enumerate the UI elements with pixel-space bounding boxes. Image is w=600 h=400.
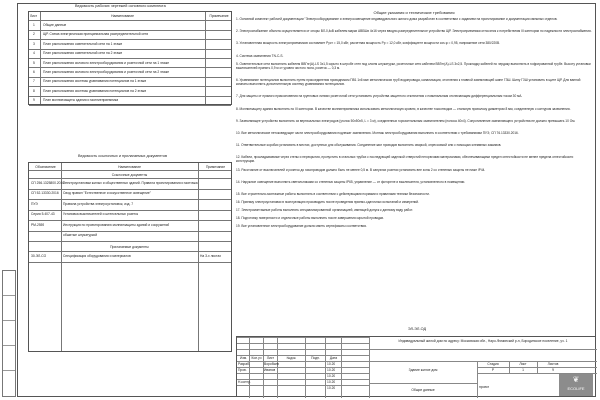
table-row <box>29 232 231 243</box>
table-row <box>29 68 231 77</box>
doc-code: Серия 5.407-43 <box>31 212 55 216</box>
stage-header: Стадия <box>487 362 499 366</box>
table-row <box>29 179 231 190</box>
table-row <box>29 252 231 263</box>
role-label: Н.контр. <box>238 380 251 384</box>
ref-docs-table <box>28 162 232 352</box>
doc-code: СП 256.1325800.2016 <box>31 180 65 185</box>
stage-value: Р <box>491 368 495 372</box>
note-paragraph: 1. Основной комплект рабочей документации "Электрооборудование и электроосвещение индивидуального жилого дома разработан в соответствии с заданием на проектирование и документации смежных отделов. <box>236 17 558 21</box>
sheet-list-table <box>28 11 232 105</box>
header-cell: Лист <box>266 356 275 360</box>
title-block <box>236 327 596 397</box>
col-header-note: Примечание <box>209 13 229 18</box>
note-paragraph: 13. Расстояние от выключателей и розеток до газопроводов должно быть не менее 0,5 м. В санузлах розетки установить вне зоны 2 со степенью защиты не ниже IP44. <box>236 167 486 172</box>
sheet-num: 8 <box>33 88 35 93</box>
sheets-value: 9 <box>552 368 554 372</box>
sheet-num: 2 <box>33 32 35 37</box>
col-header-code: Обозначение <box>35 164 56 169</box>
person-name: Воробьев <box>264 362 279 366</box>
note-paragraph: 17. Электромонтажные работы выполнять специализированной организацией, имеющей допуск к данному виду работ. <box>236 208 413 213</box>
section-title: Ссылочные документы <box>111 172 148 177</box>
table-row <box>29 211 231 222</box>
note-paragraph: 7. Для защиты от прямого прикосновения на групповых линиях розеточной сети установить устройства защитного отключения с номинальным отключающим дифференциальным током 30 мА. <box>236 94 523 99</box>
note-paragraph: 4. Система заземления TN-C-S. <box>236 53 284 58</box>
sheet-num: 6 <box>33 69 35 74</box>
doc-name: Правила устройства электроустановок, изд. 7 <box>63 201 134 206</box>
table-row <box>29 200 231 211</box>
table-row <box>29 190 231 201</box>
sheet-value: 1 <box>522 368 524 372</box>
doc-note: На 3-х листах <box>200 253 221 258</box>
sheet-list-title: Ведомость рабочих чертежей основного комплекта <box>75 4 166 8</box>
building-title: Здание жилое дом <box>408 368 438 372</box>
logo-caption: проект <box>479 385 490 389</box>
header-cell: Подп. <box>311 356 320 360</box>
sheet-num: 3 <box>33 41 35 46</box>
col-header-note: Примечание <box>205 164 226 169</box>
col-header-sheet: Лист <box>30 13 38 18</box>
sheet-num: 9 <box>33 98 35 103</box>
note-paragraph: 8. Молниезащиту здания выполнить по III категории. В качестве молниеприемника использовать металлическую кровлю, в качестве токоотводов — стальную проволоку диаметром 8 мм, соединенную с контуром заземления. <box>236 106 571 111</box>
note-paragraph: 5. Осветительные сети выполнить кабелем ВВГнг(А)-LS 3х1,5 скрыто в штробе стен под слоем штукатурки, розеточные сети кабелем ВВГнг(А)-LS 3х2,5. Прокладку кабелей по чердаку выполнить в гофрированной трубе. Высоту установки выключателей принять 0,9 м от уровня чистого пола, розеток — 0,3 м. <box>236 61 591 70</box>
general-notes <box>236 10 592 337</box>
sheet-name: План расположения силового электрооборудования и розеточной сети на 1 этаже <box>43 60 170 65</box>
doc-name: Электроустановки жилых и общественных зданий. Правила проектирования и монтажа <box>63 180 198 185</box>
col-header-name: Наименование <box>118 164 141 169</box>
sign-date: 10.20 <box>327 386 336 390</box>
note-paragraph: 3. Установленная мощность электроприемников составляет Руст = 15,0 кВт, расчетная мощность Рр = 12,0 кВт, коэффициент мощности cos φ = 0,95, напряжение сети 380/220В. <box>236 41 501 46</box>
sheets-header: Листов <box>547 362 559 366</box>
note-paragraph: 15. Все строительно-монтажные работы выполнять в соответствии с действующими нормами и правилами техники безопасности. <box>236 191 430 196</box>
object-name: Индивидуальный жилой дом по адресу: Московская обл., Наро-Фоминский р-н, Бородинское поселение, уч. 1 <box>398 339 568 343</box>
notes-title: Общие указания и технические требования <box>373 10 455 15</box>
note-paragraph: 12. Кабели, прокладываемые через стены и перекрытия, пропустить в стальных трубах с последующей заделкой отверстий негорючими материалами, обеспечивающими предел огнестойкости не менее предела огнестойкости конструкции. <box>236 155 574 164</box>
note-paragraph: 19. Все установленное электрооборудование должно иметь сертификаты соответствия. <box>236 224 367 229</box>
sheet-header: Лист <box>519 362 527 366</box>
role-label: Пров. <box>238 368 247 372</box>
sheet-name: План расположения осветительной сети на 1 этаже <box>43 41 123 46</box>
logo-text: ECOLIFE <box>567 386 585 391</box>
sheet-num: 7 <box>33 79 35 84</box>
doc-code: ПУЭ <box>31 201 38 206</box>
sheet-num: 1 <box>33 22 35 27</box>
section-row <box>29 242 231 252</box>
table-row <box>29 31 231 40</box>
sign-date: 10.20 <box>327 380 336 384</box>
doc-name: обшитые штукатуркой <box>63 233 98 237</box>
note-paragraph: 2. Электроснабжение объекта осуществляется от опоры ВЛ-0,4кВ кабелем марки АВБШв 4х16 через вводно-распределительное устройство ЩР. Электроприемники относятся к потребителям III категории по надежности электроснабжения. <box>236 29 592 34</box>
doc-name: Свод правил "Естественное и искусственное освещение" <box>63 191 151 195</box>
note-paragraph: 14. Наружное освещение выполнить светильниками со степенью защиты IP65, управление — от фотореле и выключателя, установленного в помещении. <box>236 179 466 184</box>
table-row <box>29 221 231 232</box>
table-header-row <box>29 12 231 21</box>
sheet-name: ЩР. Схема электрическая принципиальная распределительной сети <box>43 32 149 37</box>
table-row <box>29 40 231 49</box>
sheet-name: План расположения системы уравнивания потенциалов на 1 этаже <box>43 79 147 84</box>
header-cell: Дата <box>329 356 338 360</box>
sheet-name: План расположения осветительной сети на 2 этаже <box>43 51 123 56</box>
note-paragraph: 11. Ответвительные коробки установить в местах, доступных для обслуживания. Соединение жил проводов выполнить сваркой, опрессовкой или с помощью клеммных зажимов. <box>236 143 502 148</box>
note-paragraph: 16. Приемку электроустановки в эксплуатацию производить после проведения приемо-сдаточных испытаний и измерений. <box>236 200 419 204</box>
table-header-row <box>29 163 231 171</box>
ref-docs-title: Ведомость ссылочных и прилагаемых документов <box>78 154 167 158</box>
role-label: Разраб. <box>238 362 250 366</box>
header-cell: Изм. <box>239 356 248 360</box>
sheet-title: Общие данные <box>411 388 435 392</box>
note-paragraph: 9. Заземляющее устройство выполнить из вертикальных электродов (уголок 50х50х5, L = 3 м), соединенных горизонтальным заземлителем (полоса 40х4). Сопротивление заземляющего устройства не должно превышать 10 Ом. <box>236 118 576 123</box>
table-row <box>29 78 231 87</box>
table-row <box>29 97 231 106</box>
doc-name: Инструкция по проектированию молниезащиты зданий и сооружений <box>63 222 170 227</box>
sheet-name: Общие данные <box>43 22 67 27</box>
sign-date: 10.20 <box>327 368 336 372</box>
table-row <box>29 87 231 96</box>
person-name: Иванов <box>264 368 276 372</box>
note-paragraph: 18. Подготовку поверхности и отделочные работы выполнить после завершения скрытой проводки. <box>236 216 385 221</box>
doc-code: РМ-2559 <box>31 222 45 227</box>
header-cell: Кол.уч <box>251 356 262 360</box>
doc-code: СП 52.13330.2016 <box>31 191 59 195</box>
sign-date: 10.20 <box>327 374 336 378</box>
doc-code: 30-ЭЛ-СО <box>31 253 47 258</box>
company-logo <box>559 374 593 396</box>
drawing-code: ЭЛ-ЭЛ-ОД <box>407 327 427 331</box>
doc-name: Установка выключателей и штепсельных розеток <box>63 212 139 216</box>
doc-name: Спецификация оборудования и материалов <box>63 253 131 258</box>
sheet-num: 5 <box>33 60 35 65</box>
sheet-name: План расположения силового электрооборудования и розеточной сети на 2 этаже <box>43 69 170 74</box>
sheet-name: План молниезащиты здания и молниеприемника <box>43 98 119 103</box>
table-row <box>29 59 231 68</box>
margin-stamp <box>2 270 16 397</box>
sign-date: 10.20 <box>327 362 336 366</box>
sheet-num: 4 <box>33 51 35 56</box>
table-row <box>29 50 231 59</box>
note-paragraph: 6. Уравнивание потенциалов выполнить путем присоединения проводником ПВ1 1х6 мм² металлических труб водопровода, канализации, отопления к главной заземляющей шине ГЗШ. Шину ГЗШ установить в щите ЩР. Для ванной комнаты выполнить дополнительную систему уравнивания потенциалов. <box>236 78 581 87</box>
leaf-icon: ❦ <box>572 375 580 384</box>
sheet-name: План расположения системы уравнивания потенциалов на 2 этаже <box>43 88 147 93</box>
table-row <box>29 21 231 30</box>
section-row <box>29 171 231 179</box>
note-paragraph: 10. Все металлические нетоковедущие части электрооборудования подлежат заземлению. Монтаж электрооборудования выполнить в соответствии с требованиями ПУЭ, СП 76.13330.2016. <box>236 130 519 135</box>
col-header-name: Наименование <box>111 13 134 18</box>
header-cell: №док. <box>286 356 297 360</box>
section-title: Прилагаемые документы <box>110 245 149 249</box>
